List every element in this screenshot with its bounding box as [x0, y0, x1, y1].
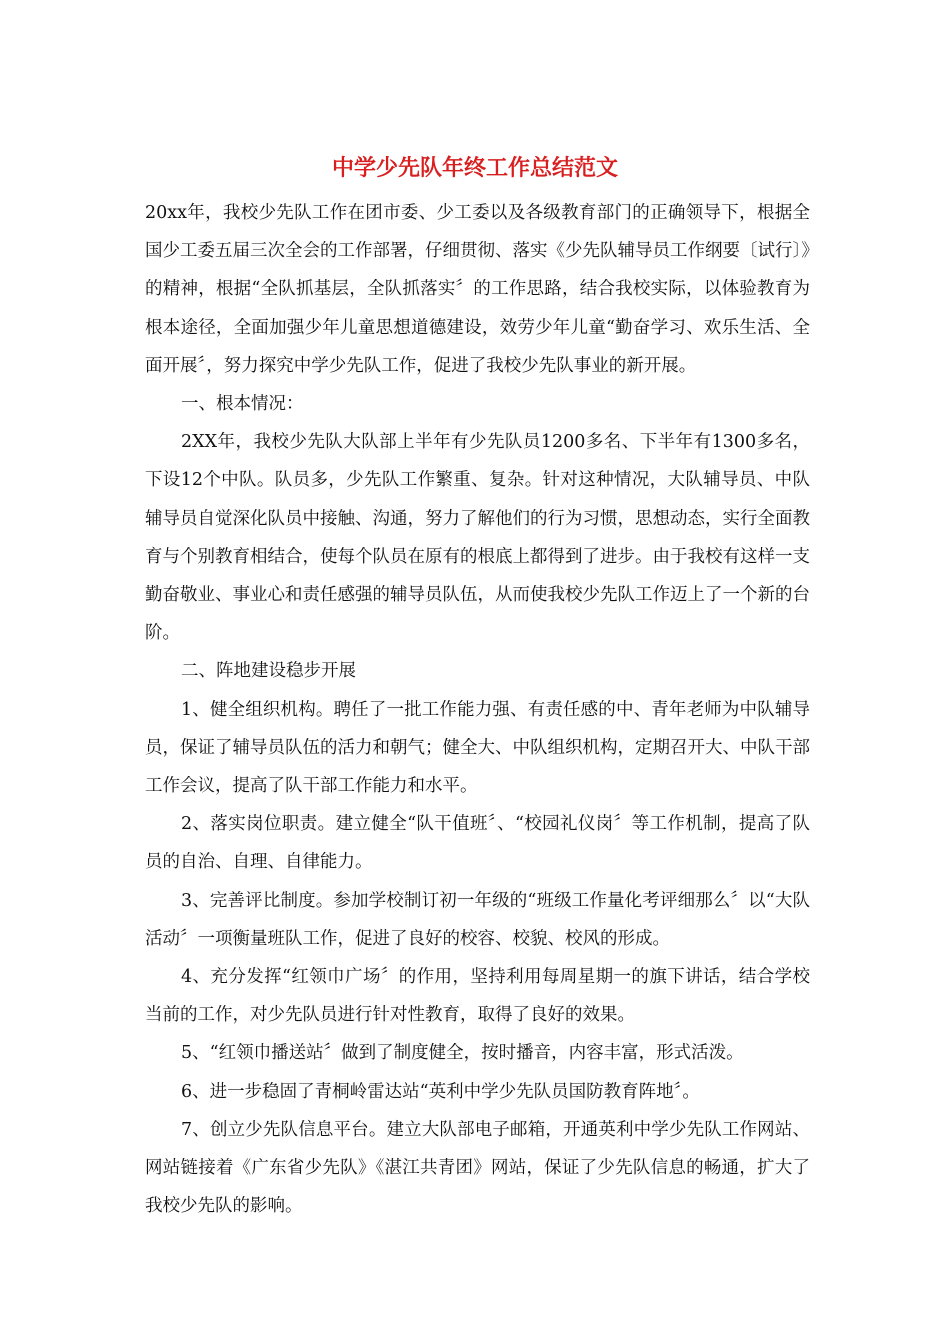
list-item-6: 6、进一步稳固了青桐岭雷达站“英利中学少先队员国防教育阵地〞。 — [181, 1081, 700, 1102]
list-item-2: 2、落实岗位职责。建立健全“队干值班〞、“校园礼仪岗〞等工作机制，提高了队员的自治、自理、自律能力。 — [145, 814, 810, 873]
list-item-1: 1、健全组织机构。聘任了一批工作能力强、有责任感的中、青年老师为中队辅导员，保证了辅导员队伍的活力和朝气；健全大、中队组织机构，定期召开大、中队干部工作会议，提高了队干部工作能力和水平。 — [145, 699, 810, 797]
section-heading-basic-situation: 一、根本情况： — [181, 394, 304, 415]
document-body — [145, 194, 810, 1225]
list-item-4: 4、充分发挥“红领巾广场〞的作用，坚持利用每周星期一的旗下讲话，结合学校当前的工作，对少先队员进行针对性教育，取得了良好的效果。 — [145, 967, 810, 1026]
paragraph-intro: 20xx年，我校少先队工作在团市委、少工委以及各级教育部门的正确领导下，根据全国少工委五届三次全会的工作部署，仔细贯彻、落实《少先队辅导员工作纲要〔试行〕》的精神，根据“全队抓基层，全队抓落实〞的工作思路，结合我校实际，以体验教育为根本途径，全面加强少年儿童思想道德建设，效劳少年儿童“勤奋学习、欢乐生活、全面开展〞，努力探究中学少先队工作，促进了我校少先队事业的新开展。 — [145, 203, 810, 376]
list-item-5: 5、“红领巾播送站〞做到了制度健全，按时播音，内容丰富，形式活泼。 — [181, 1043, 744, 1064]
paragraph-basic-situation: 2XX年，我校少先队大队部上半年有少先队员1200多名、下半年有1300多名，下设12个中队。队员多，少先队工作繁重、复杂。针对这种情况，大队辅导员、中队辅导员自觉深化队员中接触、沟通，努力了解他们的行为习惯，思想动态，实行全面教育与个别教育相结合，使每个队员在原有的根底上都得到了进步。由于我校有这样一支勤奋敬业、事业心和责任感强的辅导员队伍，从而使我校少先队工作迈上了一个新的台阶。 — [145, 432, 810, 644]
list-item-3: 3、完善评比制度。参加学校制订初一年级的“班级工作量化考评细那么〞以“大队活动〞一项衡量班队工作，促进了良好的校容、校貌、校风的形成。 — [145, 890, 810, 949]
section-heading-position-building: 二、阵地建设稳步开展 — [181, 661, 356, 682]
list-item-7: 7、创立少先队信息平台。建立大队部电子邮箱，开通英利中学少先队工作网站、网站链接着《广东省少先队》《湛江共青团》网站，保证了少先队信息的畅通，扩大了我校少先队的影响。 — [145, 1119, 810, 1217]
document-title: 中学少先队年终工作总结范文 — [331, 155, 618, 181]
